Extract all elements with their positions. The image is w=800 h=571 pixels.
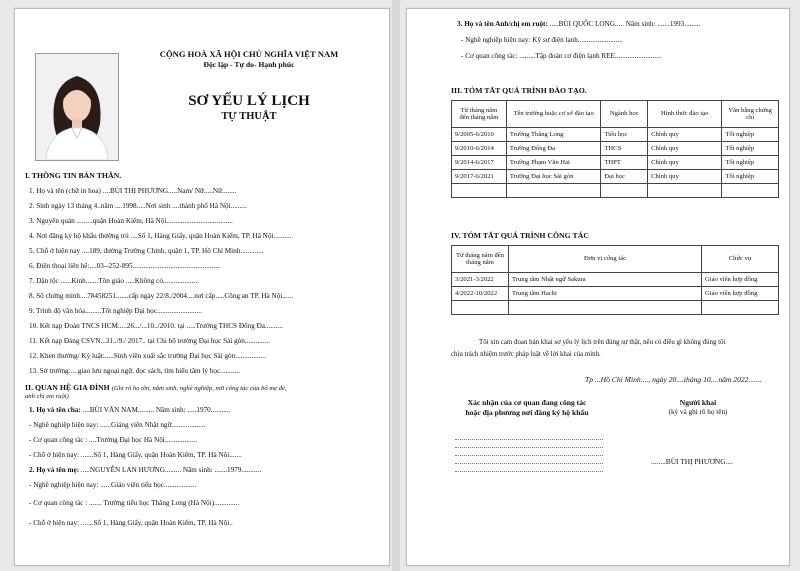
table-cell [452,301,509,315]
info-line: 10. Kết nạp Đoàn TNCS HCM.....26.../...10../2010. tại .....Trường THCS Đống Đa.......... [29,322,283,330]
table-cell: Chính quy [648,128,722,142]
table-row [452,128,779,142]
signature-dotted-line [455,463,603,464]
mother-line [29,466,261,474]
document-title: SƠ YẾU LÝ LỊCH [188,93,310,109]
mother-detail: - Cơ quan công tác : ....... Trường tiểu học Thăng Long (Hà Nội).............. [29,499,240,507]
table-cell: 3/2021-3/2022 [452,273,509,287]
father-detail: - Nghề nghiệp hiện nay: ......Giảng viên Nhật ngữ................... [29,421,206,429]
sibling-label: 3. Họ và tên Anh/chị em ruột: [457,20,548,28]
work-col-period: Từ tháng năm đến tháng năm [452,246,509,273]
confirm-title-1: Xác nhận của cơ quan đang công tác [467,398,587,407]
section-2-note-line-1: (Ghi rõ họ tên, năm sinh, nghề nghiệp, nơi công tác của bố mẹ đẻ, [111,385,287,392]
table-cell: Tốt nghiệp [722,170,779,184]
sibling-detail: - Cơ quan công tác: .........Tập đoàn cơ điện lạnh REE.......................... [461,52,662,60]
education-col-major: Ngành học [601,101,648,128]
table-cell: Trường Đại học Sài gòn [506,170,601,184]
work-table [451,245,779,315]
table-cell: Tiểu học [601,128,648,142]
table-cell: 9/2010-6/2014 [452,142,507,156]
mother-detail: - Chỗ ở hiện nay: .......Số 1, Hàng Giấy, quận Hoàn Kiếm, TP. Hà Nội.. [29,519,233,527]
father-detail: - Chỗ ở hiện nay: .......Số 1, Hàng Giấy, quận Hoàn Kiếm, TP. Hà Nội....... [29,451,242,459]
table-row [452,287,779,301]
table-cell: Trường Thăng Long [506,128,601,142]
info-line: 5. Chỗ ở hiện nay ....189, đường Trường Chinh, quận 1, TP. Hồ Chí Minh............. [29,247,264,255]
education-col-school: Tên trường hoặc cơ sở đào tạo [506,101,601,128]
work-col-unit: Đơn vị công tác [509,246,702,273]
work-col-position: Chức vụ [702,246,779,273]
table-cell: 9/2014-6/2017 [452,156,507,170]
father-line [29,406,231,414]
table-cell: Trường Đống Đa [506,142,601,156]
table-cell: Tốt nghiệp [722,156,779,170]
table-row [452,301,779,315]
info-line: 8. Số chứng minh....78458251.......cấp ngày 22/8./2004....nơi cấp.....Công an TP. Hà Nội...... [29,292,294,300]
signature-dotted-line [455,471,603,472]
page-gap [392,0,400,571]
table-cell: Giáo viên hợp đồng [702,273,779,287]
table-cell: THCS [601,142,648,156]
table-cell: Chính quy [648,170,722,184]
page-2 [406,8,790,566]
signature-dotted-line [455,455,603,456]
commitment-line-2: chịu trách nhiệm trước pháp luật về lời khai của mình. [451,351,601,358]
info-line: 7. Dân tộc ......Kinh.......Tôn giáo .....Không có.................... [29,277,199,285]
table-row [452,142,779,156]
info-line: 13. Sở trường:....giao lưu ngoại ngữ, đọc sách, tìm hiểu tâm lý học........... [29,367,240,375]
table-row [452,156,779,170]
sibling-detail: - Nghề nghiệp hiện nay: Kỹ sư điện lạnh......................... [461,36,623,44]
sibling-line [457,20,700,28]
info-line: 4. Nơi đăng ký hộ khẩu thường trú ....Số 1, Hàng Giấy, quận Hoàn Kiếm, TP. Hà Nội.......... [29,232,292,240]
table-cell: Chính quy [648,156,722,170]
document-subtitle: TỰ THUẬT [221,111,277,122]
table-cell: Tốt nghiệp [722,142,779,156]
declarant-note: (ký và ghi rõ họ tên) [668,408,728,416]
table-row [452,170,779,184]
table-cell [509,301,702,315]
father-value: ....BÙI VĂN NAM......... Năm sinh: .....1970........... [80,406,231,414]
education-table [451,100,779,198]
page-1 [14,8,390,566]
signature-dotted-line [455,439,603,440]
table-cell: Đại học [601,170,648,184]
info-line: 11. Kết nạp Đảng CSVN...31../9./ 2017.. tại Chi bộ trường Đại học Sài gòn.............. [29,337,271,345]
table-cell: 4/2022-10/2022 [452,287,509,301]
info-line: 1. Họ và tên (chữ in hoa) ....BÙI THỊ PHƯƠNG.....Nam/ Nữ.....Nữ........ [29,187,237,195]
mother-label: 2. Họ và tên mẹ: [29,466,80,474]
table-cell: Giáo viên hợp đồng [702,287,779,301]
declarant-title: Người khai [679,398,717,407]
signature-dotted-line [455,447,603,448]
table-cell: 9/2017-6/2021 [452,170,507,184]
motto: Độc lập - Tự do- Hạnh phúc [203,60,295,69]
education-col-period: Từ tháng năm đến tháng năm [452,101,507,128]
info-line: 9. Trình độ văn hóa.........Tốt nghiệp Đại học......................... [29,307,202,315]
info-line: 12. Khen thưởng/ Kỷ luật:.....Sinh viên xuất sắc trường Đại học Sài gòn................. [29,352,266,360]
sibling-value: .....BÙI QUỐC LONG..... Năm sinh: .......1993......... [547,20,701,28]
declarant-name: ........BÙI THỊ PHƯƠNG.... [651,457,733,466]
father-detail: - Cơ quan công tác : ....Trường Đại học Hà Nội.................. [29,436,198,444]
info-line: 6. Điện thoại liên hệ:....03--252-895................................................. [29,262,221,270]
table-cell: THPT [601,156,648,170]
table-row [452,184,779,198]
table-cell: Trung tâm Nhật ngữ Sakura [509,273,702,287]
info-line: 2. Sinh ngày 13 tháng 4..năm ....1998.....Nơi sinh ....thành phố Hà Nội......... [29,202,247,210]
nation-title: CỘNG HOÀ XÃ HỘI CHỦ NGHĨA VIỆT NAM [159,49,339,59]
mother-detail: - Nghề nghiệp hiện nay: ......Giáo viên tiểu học.................. [29,481,197,489]
table-cell: Chính quy [648,142,722,156]
section-4-heading: IV. TÓM TẮT QUÁ TRÌNH CÔNG TÁC [451,231,589,240]
table-cell [452,184,507,198]
education-col-degree: Văn bằng chứng chỉ [722,101,779,128]
section-2-title: II. QUAN HỆ GIA ĐÌNH [25,383,110,392]
table-cell [702,301,779,315]
table-cell [506,184,601,198]
section-2-note-line-2: anh chị em ruột) [25,393,69,400]
table-cell: Trung tâm Hachi [509,287,702,301]
commitment-line-1: Tôi xin cam đoan bản khai sơ yếu lý lịch trên đúng sự thật, nếu có điều gì không đúng tôi [479,339,726,346]
table-row [452,273,779,287]
father-label: 1. Họ và tên cha: [29,406,81,414]
table-cell [722,184,779,198]
section-3-heading: III. TÓM TẮT QUÁ TRÌNH ĐÀO TẠO. [451,86,587,95]
table-cell: Trường Phạm Văn Hai [506,156,601,170]
table-cell [648,184,722,198]
section-2-heading [25,383,287,392]
info-line: 3. Nguyên quán .........quận Hoàn Kiếm, Hà Nội..................................... [29,217,233,225]
table-cell: 9/2005-6/2010 [452,128,507,142]
table-cell [601,184,648,198]
table-cell: Tốt nghiệp [722,128,779,142]
mother-value: .....NGUYỄN LAN HƯƠNG......... Năm sinh: .......1979........... [79,466,262,474]
section-1-heading: I. THÔNG TIN BẢN THÂN. [25,171,122,180]
portrait-photo [35,53,119,161]
date-line: Tp ...Hồ Chí Minh...., ngày 20....tháng 10....năm 2022....... [585,375,762,384]
confirm-title-2: hoặc địa phương nơi đăng ký hộ khẩu [465,408,589,417]
education-col-mode: Hình thức đào tạo [648,101,722,128]
